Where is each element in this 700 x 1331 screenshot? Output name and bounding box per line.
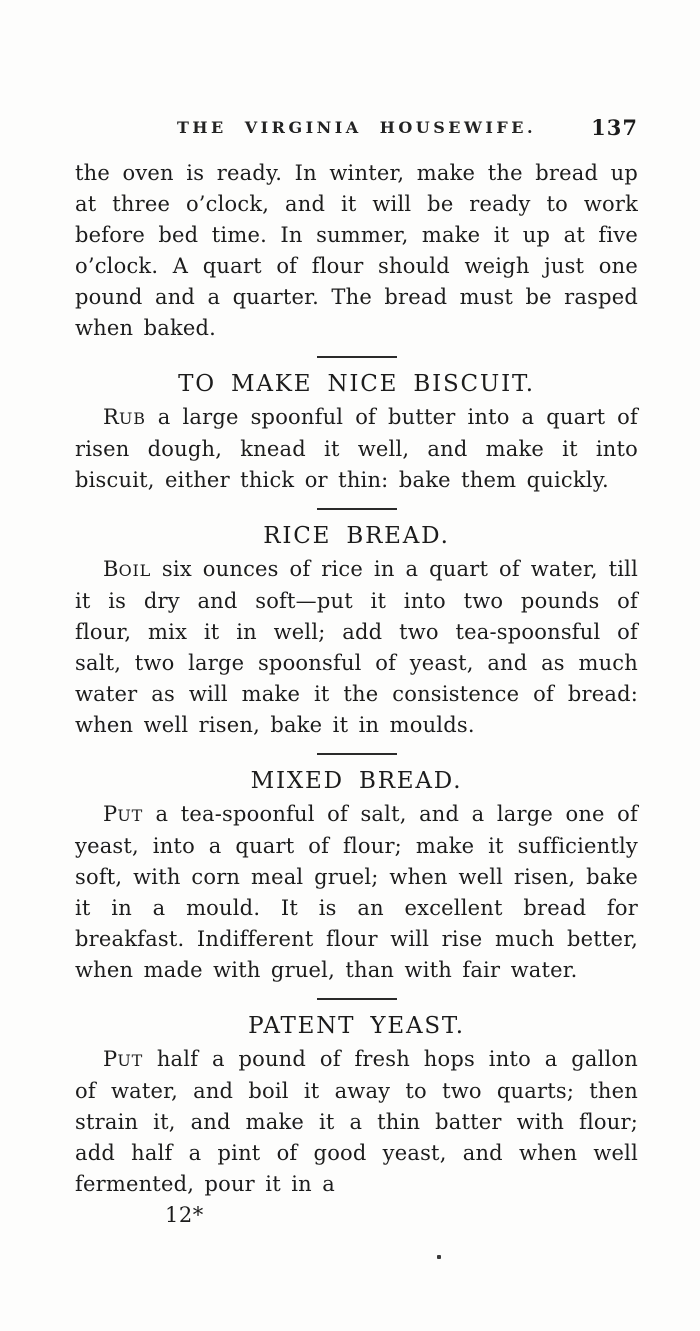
recipe-section-mixed-bread bbox=[75, 766, 638, 986]
recipe-heading: TO MAKE NICE BISCUIT. bbox=[178, 371, 535, 397]
signature-mark: 12* bbox=[165, 1203, 204, 1227]
recipe-heading: PATENT YEAST. bbox=[248, 1013, 465, 1039]
paragraph-continuation: the oven is ready. In winter, make the bread up at three o’clock, and it will be ready to work before bed time. In summer, make it up at five o’clock. A quart of flour should weigh just one pound and a quarter. The bread must be rasped when baked. bbox=[75, 161, 638, 340]
lead-word-smallcaps: UT bbox=[117, 806, 144, 825]
lead-word-initial: R bbox=[103, 405, 120, 429]
lead-word-smallcaps: UB bbox=[119, 409, 146, 428]
recipe-paragraph bbox=[75, 1044, 638, 1200]
ink-speck-artifact bbox=[437, 1255, 441, 1259]
lead-word-initial: P bbox=[103, 1047, 118, 1071]
recipe-paragraph bbox=[75, 799, 638, 986]
lead-word-smallcaps: OIL bbox=[118, 561, 152, 580]
lead-word-initial: P bbox=[103, 802, 118, 826]
recipe-heading: MIXED BREAD. bbox=[250, 768, 463, 794]
recipe-paragraph bbox=[75, 402, 638, 496]
section-divider bbox=[317, 356, 397, 358]
section-divider bbox=[317, 998, 397, 1000]
recipe-section-rice-bread bbox=[75, 521, 638, 741]
recipe-text: a large spoonful of butter into a quart of risen dough, knead it well, and make it into biscuit, either thick or thin: bake them quickly. bbox=[75, 405, 638, 492]
page-content bbox=[75, 158, 638, 1231]
running-title: THE VIRGINIA HOUSEWIFE. bbox=[176, 118, 537, 137]
recipe-heading: RICE BREAD. bbox=[263, 523, 450, 549]
recipe-text: a tea-spoonful of salt, and a large one of yeast, into a quart of flour; make it sufficiently soft, with corn meal gruel; when well risen, bake it in a mould. It is an excellent bread for breakfast. Indifferent flour will rise much better, when made with gruel, than with fair water. bbox=[75, 802, 638, 982]
recipe-text: six ounces of rice in a quart of water, till it is dry and soft—put it into two pounds of flour, mix it in well; add two tea-spoonsful of salt, two large spoonsful of yeast, and as much water as will make it the consistence of bread: when well risen, bake it in moulds. bbox=[75, 557, 638, 737]
recipe-text: half a pound of fresh hops into a gallon of water, and boil it away to two quarts; then strain it, and make it a thin batter with flour; add half a pint of good yeast, and when well fermented, pour it in a bbox=[75, 1047, 638, 1196]
recipe-section-biscuit bbox=[75, 369, 638, 496]
section-divider bbox=[317, 753, 397, 755]
page-header bbox=[75, 115, 638, 140]
lead-word-smallcaps: UT bbox=[117, 1051, 144, 1070]
section-divider bbox=[317, 508, 397, 510]
lead-word-initial: B bbox=[103, 557, 119, 581]
page-number: 137 bbox=[591, 115, 638, 140]
recipe-section-patent-yeast bbox=[75, 1011, 638, 1200]
recipe-paragraph bbox=[75, 554, 638, 741]
